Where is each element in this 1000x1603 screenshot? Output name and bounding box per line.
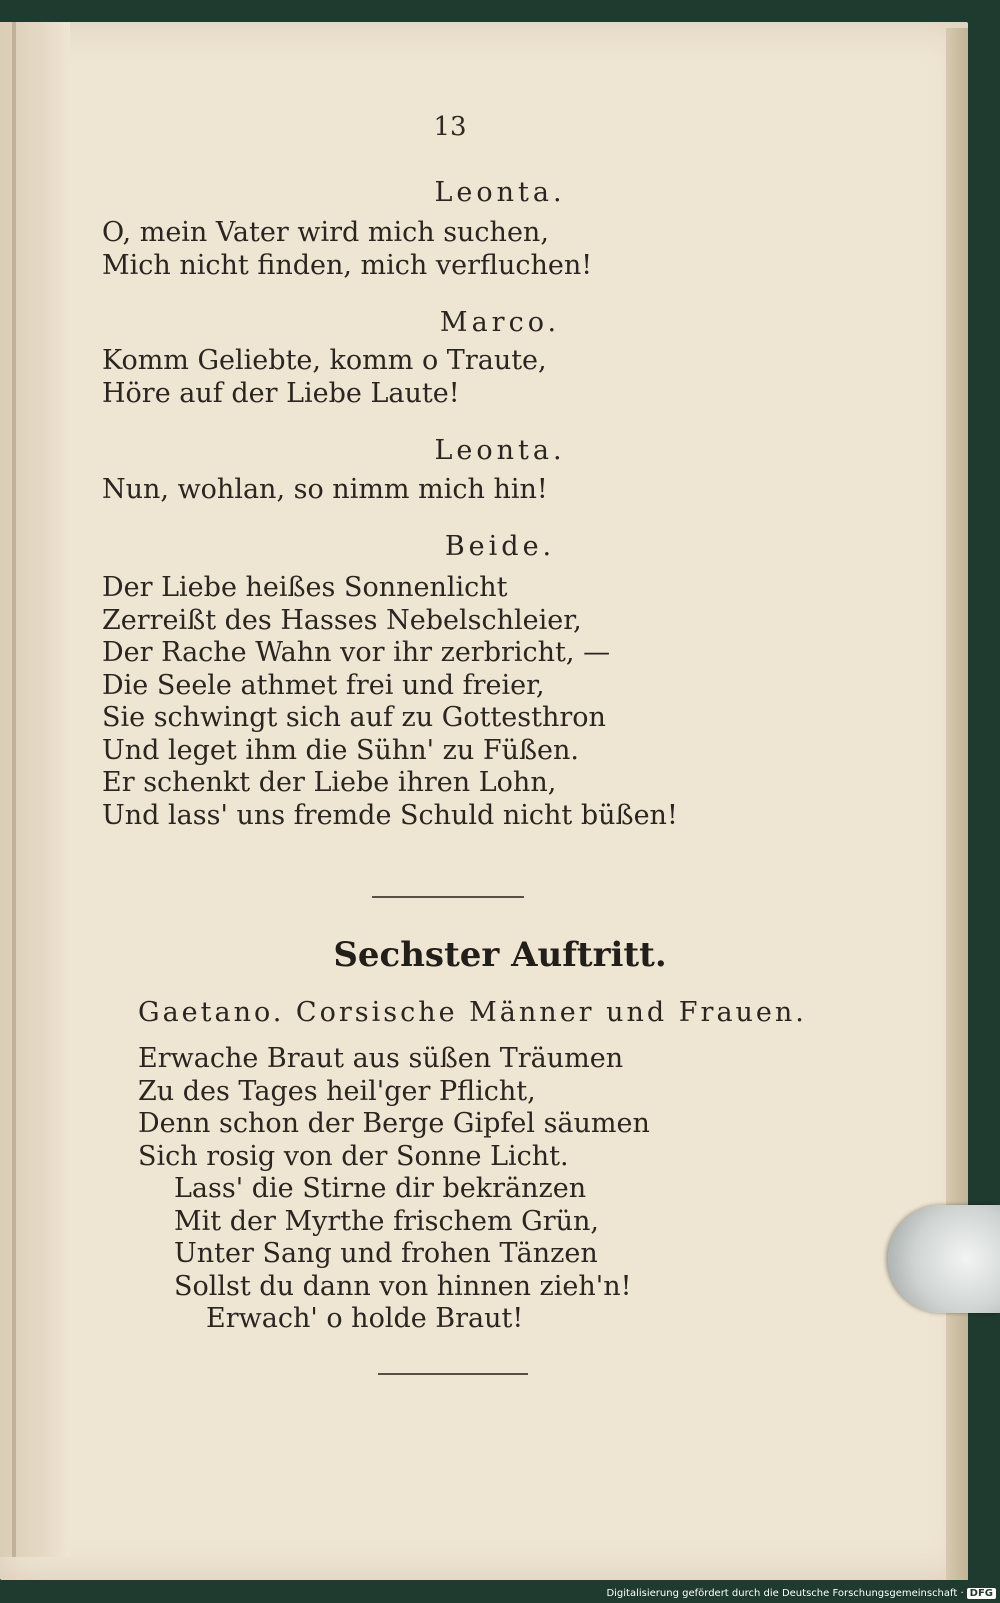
verse-line: Mich nicht finden, mich verfluchen!: [102, 249, 593, 281]
verse-block-3: [102, 474, 548, 507]
verse-line: Er schenkt der Liebe ihren Lohn,: [102, 767, 557, 798]
left-page-fold: [0, 22, 70, 1557]
scene-title: Sechster Auftritt.: [333, 935, 667, 975]
speaker-beide: Beide.: [444, 531, 556, 562]
song-stanza: [138, 1043, 650, 1336]
verse-block-1: [102, 217, 592, 282]
speaker-marco: Marco.: [439, 307, 561, 338]
verse-line: Zerreißt des Hasses Nebelschleier,: [102, 604, 582, 636]
song-line: Zu des Tages heil'ger Pflicht,: [138, 1075, 536, 1107]
song-line: Lass' die Stirne dir bekränzen: [174, 1173, 587, 1204]
digitization-footer: [606, 1588, 996, 1599]
footer-text: Digitalisierung gefördert durch die Deutsche Forschungsgemeinschaft ·: [606, 1588, 964, 1599]
verse-line: Sie schwingt sich auf zu Gottesthron: [102, 702, 606, 733]
song-line: Unter Sang und frohen Tänzen: [174, 1238, 598, 1269]
page-edge: [946, 28, 968, 1580]
song-line: Mit der Myrthe frischem Grün,: [174, 1205, 599, 1237]
cast-list: Gaetano. Corsische Männer und Frauen.: [138, 997, 807, 1028]
verse-line: O, mein Vater wird mich suchen,: [102, 217, 549, 248]
verse-line: Die Seele athmet frei und freier,: [102, 669, 545, 701]
section-divider: [372, 896, 524, 898]
verse-line: Und leget ihm die Sühn' zu Füßen.: [102, 734, 579, 766]
song-line: Sollst du dann von hinnen zieh'n!: [174, 1270, 632, 1302]
dfg-badge: DFG: [967, 1588, 996, 1599]
end-divider: [378, 1373, 528, 1375]
verse-block-2: [102, 345, 547, 410]
song-line: Denn schon der Berge Gipfel säumen: [138, 1108, 650, 1139]
verse-line: Der Liebe heißes Sonnenlicht: [102, 572, 508, 603]
page-number: 13: [433, 112, 467, 142]
page-clip-icon: [888, 1205, 1000, 1313]
speaker-leonta-2: Leonta.: [434, 435, 566, 466]
speaker-leonta: Leonta.: [434, 177, 566, 208]
verse-line: Höre auf der Liebe Laute!: [102, 377, 460, 409]
song-line: Erwache Braut aus süßen Träumen: [138, 1043, 624, 1074]
verse-line: Nun, wohlan, so nimm mich hin!: [102, 474, 548, 505]
verse-line: Der Rache Wahn vor ihr zerbricht, —: [102, 637, 611, 668]
verse-line: Komm Geliebte, komm o Traute,: [102, 345, 547, 376]
song-line: Erwach' o holde Braut!: [206, 1303, 524, 1334]
song-line: Sich rosig von der Sonne Licht.: [138, 1140, 569, 1172]
verse-block-4: [102, 572, 678, 832]
verse-line: Und lass' uns fremde Schuld nicht büßen!: [102, 799, 678, 831]
